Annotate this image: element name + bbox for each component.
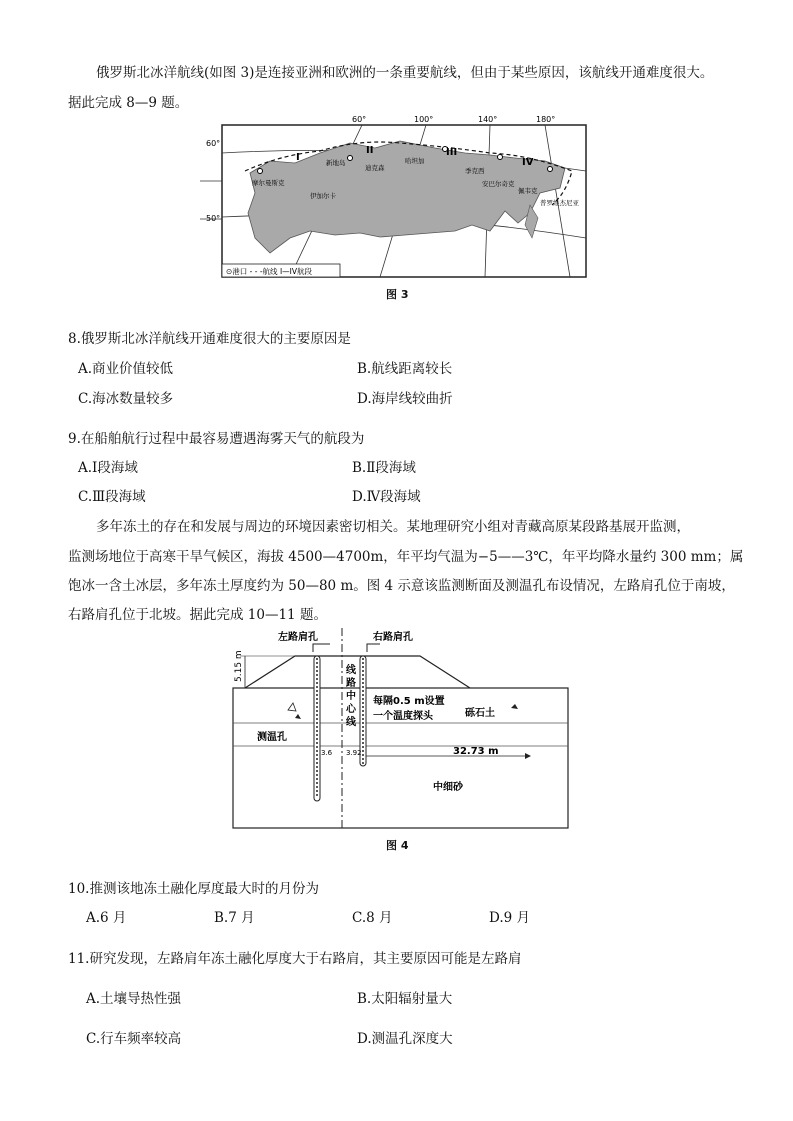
q9-option-a: A.Ⅰ段海域 [78,460,138,476]
q11-option-c: C.行车频率较高 [86,1031,182,1047]
probe-note-line1: 每隔0.5 m设置 [373,696,445,707]
embankment-outline [245,656,470,688]
q8-option-b: B.航线距离较长 [357,361,453,377]
figure-3-caption: 图 3 [386,288,409,301]
port-icon [498,155,503,160]
intro2-line3: 饱冰一含土冰层，多年冻土厚度约为 50—80 m。图 4 示意该监测断面及测温孔布设情况，左路肩孔位于南坡， [68,578,735,594]
place-label: 普罗维杰尼亚 [540,199,579,207]
port-icon [348,156,353,161]
lat-label: 50° [206,214,221,223]
intro2-line1: 多年冻土的存在和发展与周边的环境因素密切相关。某地理研究小组对青藏高原某段路基展开监测， [96,519,690,535]
legend-text: ⊙港口 - - -航线 I—IV航段 [226,267,312,276]
q10-option-c: C.8 月 [352,910,393,926]
place-label: 迪克森 [365,164,385,172]
probe-note-line2: 一个温度探头 [373,711,433,722]
figure-3-map [200,113,600,283]
q10-option-d: D.9 月 [489,910,531,926]
segment-label: II [366,145,374,156]
left-hole-label: 左路肩孔 [278,632,318,643]
dist-far-label: 32.73 m [453,746,499,757]
place-label: 佩韦克 [518,187,538,195]
gravel-label: 砾石土 [465,708,495,719]
center-line-label: 中 [346,691,356,702]
q9-option-d: D.Ⅳ段海域 [352,489,421,505]
figure-4-section [225,628,570,833]
segment-label: I [296,152,300,163]
center-line-label: 路 [346,678,356,689]
q8-option-d: D.海岸线较曲折 [357,391,453,407]
lat-label: 60° [206,139,221,148]
q8-option-a: A.商业价值较低 [78,361,174,377]
center-line-label: 线 [346,665,356,676]
section-frame [233,688,568,828]
center-line-label: 线 [346,717,356,728]
bore-label: 测温孔 [257,732,287,743]
intro2-line2: 监测场地位于高寒干旱气候区，海拔 4500—4700m，年平均气温为−5——3℃，年平均降水量约 300 mm；属 [68,549,744,565]
dist-left-label: 3.6 [321,749,333,757]
segment-label: III [446,147,458,158]
q10-option-a: A.6 月 [86,910,127,926]
place-label: 伊加尔卡 [310,192,336,200]
place-label: 摩尔曼斯克 [252,179,285,187]
q10-stem: 10.推测该地冻土融化厚度最大时的月份为 [68,881,319,897]
q10-option-b: B.7 月 [214,910,255,926]
left-hole-leader [313,644,330,652]
port-icon [548,167,553,172]
port-icon [258,169,263,174]
place-label: 季克西 [465,167,485,175]
place-label: 安巴尔奇克 [482,180,515,188]
q8-option-c: C.海冰数量较多 [78,391,174,407]
lon-label: 140° [478,115,498,124]
place-label: 哈坦加 [405,157,425,165]
q9-option-c: C.Ⅲ段海域 [78,489,146,505]
q9-option-b: B.Ⅱ段海域 [352,460,416,476]
segment-label: IV [522,157,534,168]
q11-option-a: A.土壤导热性强 [86,991,182,1007]
height-label: 5.15 m [234,650,244,682]
intro2-line4: 右路肩孔位于北坡。据此完成 10—11 题。 [68,607,327,623]
lon-label: 180° [536,115,556,124]
right-hole-label: 右路肩孔 [373,632,413,643]
q9-stem: 9.在船舶航行过程中最容易遭遇海雾天气的航段为 [68,431,365,447]
dist-right-label: 3.92 [346,749,362,757]
place-label: 新地岛 [326,159,346,167]
intro1-line1: 俄罗斯北冰洋航线(如图 3)是连接亚洲和欧洲的一条重要航线，但由于某些原因，该航线开通难度很大。 [96,65,714,81]
right-hole-leader [367,644,380,652]
q8-stem: 8.俄罗斯北冰洋航线开通难度很大的主要原因是 [68,331,351,347]
sand-label: 中细砂 [433,782,463,793]
q11-stem: 11.研究发现，左路肩年冻土融化厚度大于右路肩，其主要原因可能是左路肩 [68,951,522,967]
figure-4-caption: 图 4 [386,839,409,852]
q11-option-b: B.太阳辐射量大 [357,991,453,1007]
q11-option-d: D.测温孔深度大 [357,1031,453,1047]
intro1-line2: 据此完成 8—9 题。 [68,95,189,111]
lon-label: 60° [352,115,367,124]
center-line-label: 心 [346,704,356,715]
lon-label: 100° [414,115,434,124]
